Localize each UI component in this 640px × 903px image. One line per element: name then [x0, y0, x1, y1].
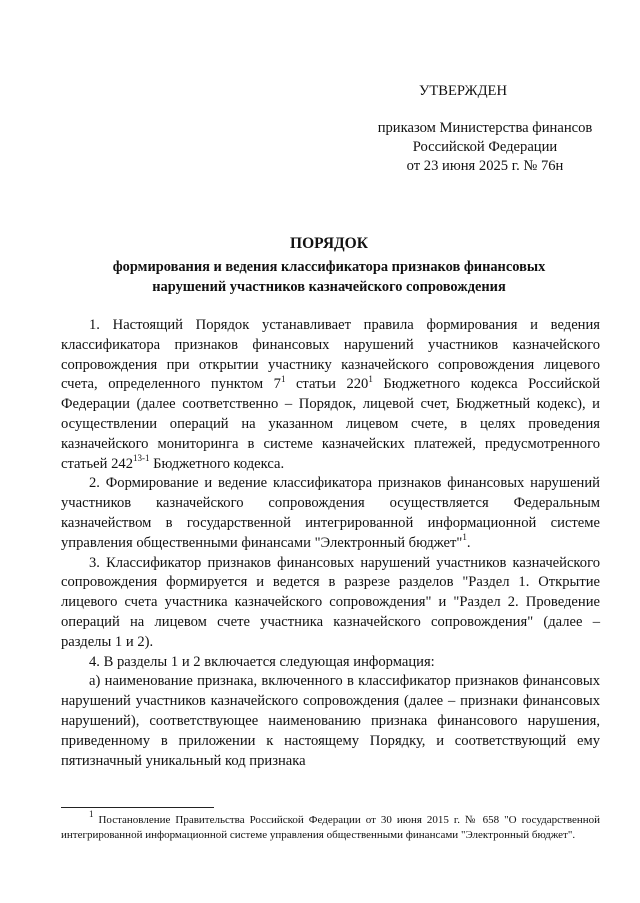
paragraph-4a: а) наименование признака, включенного в классификатор признаков финансовых нарушений участников казначейского сопровождения (далее – признаки финансовых нарушений), соответствующее наименованию признака финансового нарушения, приведенному в приложении к настоящему Порядку, и соответствующий ему пятизначный уникальный код признака [61, 673, 600, 769]
footnote-ref: 1 [368, 373, 373, 384]
paragraph-4: 4. В разделы 1 и 2 включается следующая информация: [89, 653, 435, 670]
paragraph-2 [61, 474, 600, 553]
approval-order-line: приказом Министерства финансов [377, 120, 593, 136]
paragraph-1-part-c: Бюджетного кодекса Российской Федерации (далее соответственно – Порядок, лицевой счет, Бюджетный кодекс), и осуществлении операций на указанном лицевом счете, в целях проведения казначейского мониторинга в системе казначейских платежей, предусмотренного статьей 242 [61, 376, 601, 472]
paragraph-2-end: . [466, 534, 471, 551]
article-superscript: 13-1 [133, 452, 150, 463]
paragraph-1-part-b: статьи 220 [285, 376, 369, 393]
footnote-ref: 1 [280, 373, 286, 384]
document-subtitle-line-1: формирования и ведения классификатора признаков финансовых [112, 259, 546, 275]
paragraph-3: 3. Классификатор признаков финансовых нарушений участников казначейского сопровождения формируется и ведется в разрезе разделов "Раздел 1. Открытие лицевого счета участника казначейского сопровождения" и "Раздел 2. Проведение операций на лицевом счете участника казначейского сопровождения" (далее – разделы 1 и 2). [61, 554, 600, 650]
paragraph-2-text: 2. Формирование и ведение классификатора признаков финансовых нарушений участников казначейского сопровождения осуществляется Федеральным казначейством в государственной интегрированной информационной системе управления общественными финансами "Электронный бюджет" [61, 475, 600, 551]
document-title: ПОРЯДОК [290, 235, 368, 252]
approval-block [355, 82, 615, 176]
footnote-ref: 1 [462, 531, 467, 542]
document-heading [40, 234, 618, 297]
paragraph-1 [61, 316, 600, 474]
footnote [61, 809, 600, 842]
paragraph-1-part-a: 1. Настоящий Порядок устанавливает правила формирования и ведения классификатора признаков финансовых нарушений участников казначейского сопровождения при открытии участнику казначейского сопровождения лицевого счета, определенного пунктом 7 [61, 317, 600, 393]
document-body [61, 316, 600, 771]
document-subtitle-line-2: нарушений участников казначейского сопровождения [152, 279, 506, 295]
footnote-mark: 1 [89, 809, 94, 820]
approval-ministry-line: Российской Федерации [412, 139, 558, 155]
approval-date-line: от 23 июня 2025 г. № 76н [406, 158, 564, 174]
paragraph-1-part-d: Бюджетного кодекса. [149, 455, 285, 472]
footnote-text: Постановление Правительства Российской Федерации от 30 июня 2015 г. № 658 "О государственной интегрированной информационной системе управления общественными финансами "Электронный бюджет". [61, 814, 600, 841]
footnote-divider [61, 807, 214, 808]
approval-title: УТВЕРЖДЕН [419, 83, 507, 99]
